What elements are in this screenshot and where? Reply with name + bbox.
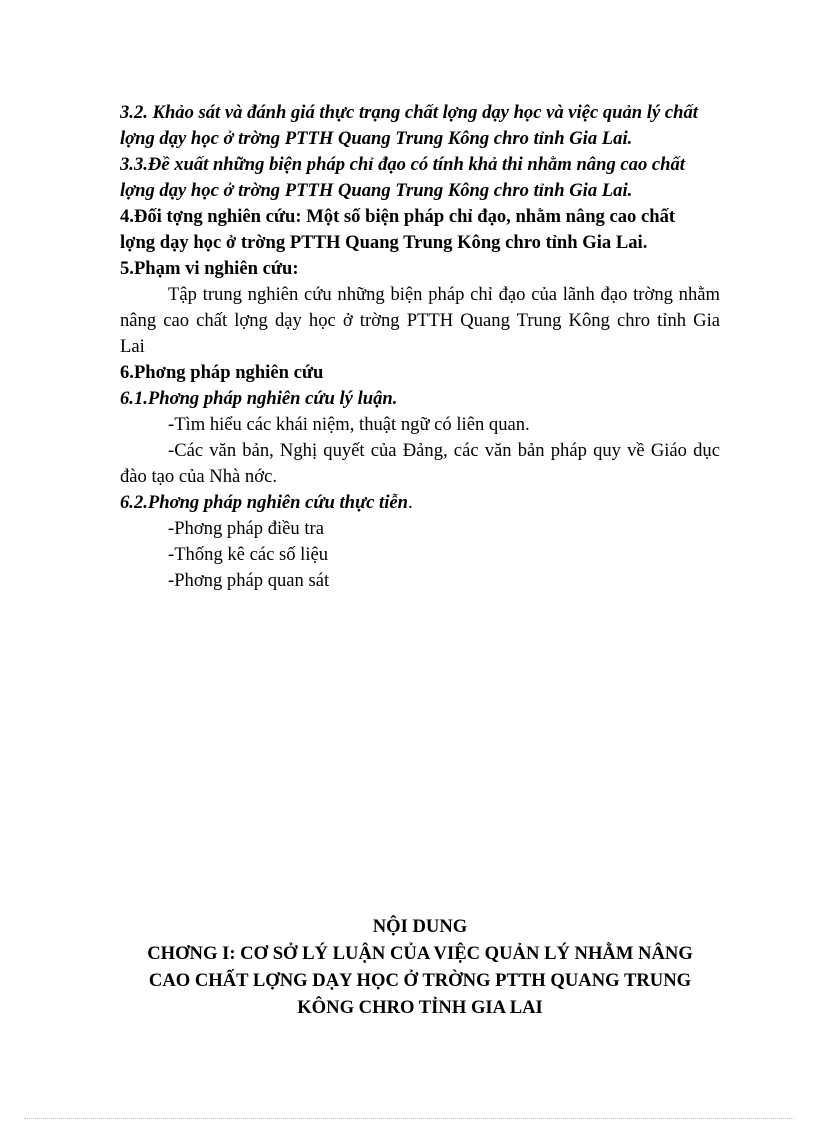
section-6-2-heading <box>120 490 720 516</box>
list-item-documents-line-1: -Các văn bản, Nghị quyết của Đảng, các văn bản pháp quy về Giáo dục <box>168 440 720 461</box>
scope-paragraph-line-3: Lai <box>120 336 145 357</box>
chapter-title-line-2: CAO CHẤT LỢNG DẠY HỌC Ở TRỜNG PTTH QUANG TRUNG <box>148 970 692 991</box>
method-statistics: -Thống kê các số liệu <box>168 544 329 565</box>
section-3-3-line-1: 3.3.Đề xuất những biện pháp chỉ đạo có tính khả thi nhằm nâng cao chất <box>120 154 685 175</box>
section-6-2-title: 6.2.Phơng pháp nghiên cứu thực tiễn <box>120 492 408 513</box>
section-5-heading: 5.Phạm vi nghiên cứu: <box>120 258 299 279</box>
section-6-1-heading: 6.1.Phơng pháp nghiên cứu lý luận. <box>120 388 398 409</box>
scope-paragraph-line-2: nâng cao chất lợng dạy học ở trờng PTTH Quang Trung Kông chro tỉnh Gia <box>120 310 720 331</box>
section-3-2-line-2: lợng dạy học ở trờng PTTH Quang Trung Kông chro tỉnh Gia Lai. <box>120 128 633 149</box>
content-title: NỘI DUNG <box>372 916 468 937</box>
method-observation: -Phơng pháp quan sát <box>168 570 330 591</box>
chapter-title-line-3: KÔNG CHRO TỈNH GIA LAI <box>297 997 543 1018</box>
section-3-2-line-1: 3.2. Khảo sát và đánh giá thực trạng chất lợng dạy học và việc quản lý chất <box>120 102 698 123</box>
document-body <box>120 100 720 594</box>
method-survey: -Phơng pháp điều tra <box>168 518 324 539</box>
chapter-title-line-1: CHƠNG I: CƠ SỞ LÝ LUẬN CỦA VIỆC QUẢN LÝ NHẰM NÂNG <box>147 943 693 964</box>
page-bottom-divider <box>24 1118 794 1119</box>
section-4-line-1: 4.Đối tợng nghiên cứu: Một số biện pháp chỉ đạo, nhằm nâng cao chất <box>120 206 676 227</box>
list-item-concepts: -Tìm hiểu các khái niệm, thuật ngữ có liên quan. <box>168 414 530 435</box>
section-4-line-2: lợng dạy học ở trờng PTTH Quang Trung Kông chro tỉnh Gia Lai. <box>120 232 648 253</box>
list-item-documents-line-2: đào tạo của Nhà nớc. <box>120 466 277 487</box>
section-6-2-period: . <box>407 492 413 513</box>
chapter-heading <box>100 913 740 1021</box>
section-3-3-line-2: lợng dạy học ở trờng PTTH Quang Trung Kông chro tỉnh Gia Lai. <box>120 180 633 201</box>
scope-paragraph-line-1: Tập trung nghiên cứu những biện pháp chỉ đạo của lãnh đạo trờng nhằm <box>168 284 720 305</box>
section-6-heading: 6.Phơng pháp nghiên cứu <box>120 362 324 383</box>
